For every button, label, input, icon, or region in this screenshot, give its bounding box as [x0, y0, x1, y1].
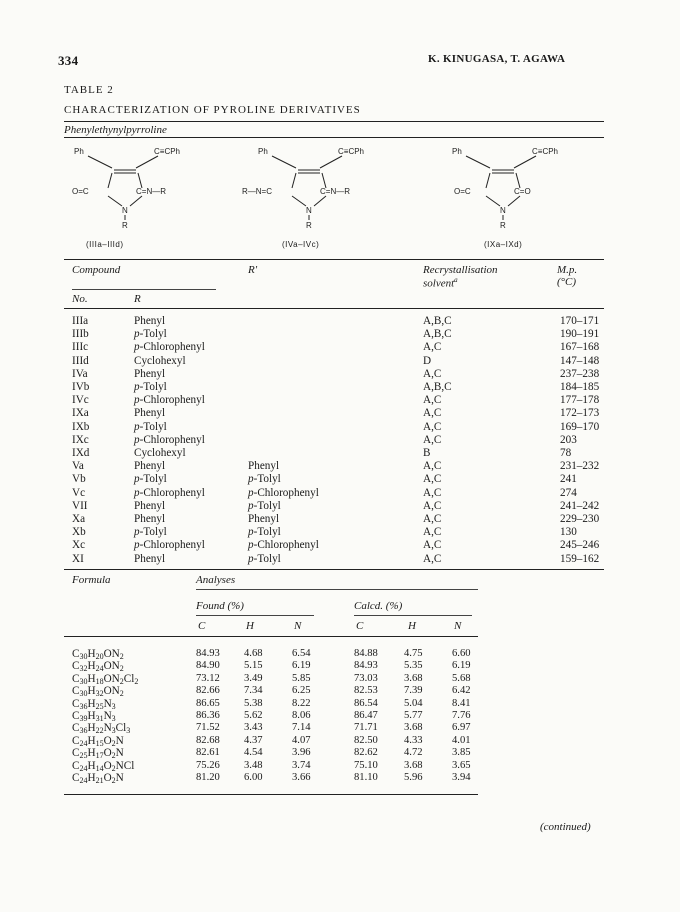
calcd-h: 3.68: [404, 672, 423, 684]
col-formula: Formula: [72, 574, 111, 586]
r-prime-value: Phenyl: [248, 460, 280, 473]
found-c: 84.90: [196, 660, 220, 672]
mp-value: 159–162: [560, 552, 600, 565]
calcd-n: 7.76: [452, 710, 471, 721]
solvent-value: A,C: [423, 486, 442, 499]
mp-value: 245–246: [560, 539, 600, 552]
mp-value: 229–230: [560, 513, 600, 525]
mp-value: 184–185: [560, 381, 600, 393]
formula: $C_{30}H_{20}ON_2$: [72, 648, 124, 661]
solvent-value: A,C: [423, 367, 442, 380]
running-head: K. KINUGASA, T. AGAWA: [428, 53, 566, 65]
col-r: R: [134, 293, 141, 305]
compound-no: Va: [72, 460, 84, 473]
caption-iiia-iiid: (IIIa–IIId): [86, 240, 124, 249]
caption-ixa-ixd: (IXa–IXd): [484, 240, 523, 249]
solvent-value: A,C: [423, 407, 442, 420]
solvent-value: A,C: [423, 433, 442, 446]
found-c: 86.65: [196, 697, 220, 709]
solvent-value: A,C: [423, 420, 442, 433]
r-value: p-Chlorophenyl: [134, 394, 205, 407]
solvent-value: A,B,C: [423, 381, 452, 393]
found-n: 6.25: [292, 685, 311, 697]
r-value: Phenyl: [134, 513, 166, 525]
structure-iiia-iiid: [70, 140, 210, 230]
mp-value: 170–171: [560, 315, 600, 327]
formula: $C_{39}H_{31}N_3$: [72, 710, 116, 723]
r-value: Phenyl: [134, 552, 166, 565]
calcd-h: 4.72: [404, 747, 423, 759]
col-r-prime: R': [248, 264, 258, 276]
found-h: 5.15: [244, 660, 263, 672]
s2-ph: Ph: [258, 147, 268, 156]
s2-n: N: [306, 206, 312, 215]
r-value: Phenyl: [134, 460, 166, 473]
solvent-value: A,C: [423, 473, 442, 486]
calcd-n: 6.60: [452, 648, 471, 659]
compound-no: IVb: [72, 381, 90, 393]
mp-value: 78: [560, 447, 572, 459]
r-value: p-Tolyl: [134, 381, 167, 393]
table-label: TABLE 2: [64, 84, 114, 96]
compound-no: IVc: [72, 394, 89, 407]
mp-value: 172–173: [560, 407, 600, 420]
mp-value: 237–238: [560, 367, 600, 380]
col-mp: M.p.: [557, 264, 578, 276]
compound-no: IIId: [72, 354, 89, 367]
s3-r: R: [500, 221, 506, 230]
col-calcd-h: H: [408, 620, 416, 632]
calcd-c: 82.50: [354, 734, 378, 746]
col-calcd: Calcd. (%): [354, 600, 403, 612]
r-value: p-Chlorophenyl: [134, 539, 205, 552]
found-n: 3.66: [292, 772, 311, 783]
found-h: 6.00: [244, 772, 263, 783]
mp-value: 169–170: [560, 420, 600, 433]
col-solvent-2: solvent$^a$: [423, 276, 458, 290]
calcd-h: 5.04: [404, 697, 423, 709]
mp-value: 190–191: [560, 328, 600, 341]
mp-value: 274: [560, 486, 577, 499]
found-h: 5.62: [244, 710, 263, 721]
calcd-h: 4.75: [404, 648, 423, 659]
compound-no: IVa: [72, 367, 88, 380]
r-value: Phenyl: [134, 315, 166, 327]
r-value: p-Tolyl: [134, 526, 167, 539]
solvent-value: A,B,C: [423, 328, 452, 341]
found-c: 82.66: [196, 685, 220, 697]
structures-heading: Phenylethynylpyrroline: [64, 124, 167, 136]
r-value: Phenyl: [134, 367, 166, 380]
calcd-c: 86.47: [354, 710, 378, 721]
calcd-n: 3.94: [452, 772, 471, 783]
found-n: 3.96: [292, 747, 311, 759]
compound-no: IXb: [72, 420, 90, 433]
mp-value: 231–232: [560, 460, 600, 473]
calcd-c: 71.71: [354, 722, 378, 734]
formula: $C_{30}H_{18}ON_2Cl_2$: [72, 672, 139, 686]
solvent-value: D: [423, 354, 432, 367]
r-prime-value: p-Tolyl: [248, 499, 281, 512]
calcd-h: 5.35: [404, 660, 423, 672]
s1-ph: Ph: [74, 147, 84, 156]
compound-no: IXc: [72, 433, 89, 446]
mp-value: 177–178: [560, 394, 600, 407]
r-prime-value: Phenyl: [248, 513, 280, 525]
calcd-c: 82.53: [354, 685, 378, 697]
formula: $C_{30}H_{32}ON_2$: [72, 685, 124, 699]
solvent-value: A,C: [423, 341, 442, 354]
formula: $C_{24}H_{15}O_2N$: [72, 734, 124, 748]
table-title: CHARACTERIZATION OF PYROLINE DERIVATIVES: [64, 104, 361, 116]
solvent-value: B: [423, 447, 431, 459]
r-value: Phenyl: [134, 407, 166, 420]
found-c: 81.20: [196, 772, 220, 783]
s1-n-r: C=N—R: [136, 187, 167, 196]
mp-value: 147–148: [560, 354, 600, 367]
calcd-h: 3.68: [404, 722, 423, 734]
found-c: 82.68: [196, 734, 220, 746]
solvent-value: A,C: [423, 460, 442, 473]
formula: $C_{24}H_{14}O_2NCl$: [72, 759, 135, 773]
col-mp-unit: (°C): [557, 276, 577, 288]
compound-no: IIIc: [72, 341, 89, 354]
found-n: 3.74: [292, 759, 311, 771]
mp-value: 241: [560, 473, 577, 486]
col-analyses: Analyses: [196, 574, 236, 586]
page-number: 334: [58, 53, 79, 68]
calcd-c: 82.62: [354, 747, 378, 759]
col-solvent: Recrystallisation: [423, 264, 498, 276]
found-c: 84.93: [196, 648, 220, 659]
compound-no: IXa: [72, 407, 89, 420]
found-h: 4.68: [244, 648, 263, 659]
continued-note: (continued): [540, 821, 591, 833]
found-n: 6.19: [292, 660, 311, 672]
r-value: Cyclohexyl: [134, 354, 186, 367]
s1-n: N: [122, 206, 128, 215]
found-c: 75.26: [196, 759, 220, 771]
found-n: 6.54: [292, 648, 311, 659]
compound-no: IIIa: [72, 315, 89, 327]
formula: $C_{36}H_{22}N_3Cl_3$: [72, 722, 131, 736]
compound-no: IXd: [72, 447, 90, 459]
formula: $C_{25}H_{17}O_2N$: [72, 747, 124, 761]
col-no: No.: [72, 293, 88, 305]
calcd-n: 8.41: [452, 697, 471, 709]
compound-no: XI: [72, 552, 84, 565]
found-h: 7.34: [244, 685, 263, 697]
col-found: Found (%): [196, 600, 244, 612]
solvent-value: A,C: [423, 552, 442, 565]
structure-iva-ivc: [240, 140, 390, 230]
found-h: 3.48: [244, 759, 263, 771]
s1-r: R: [122, 221, 128, 230]
compound-no: Xa: [72, 513, 86, 525]
calcd-h: 5.77: [404, 710, 423, 721]
mp-value: 241–242: [560, 499, 600, 512]
calcd-n: 5.68: [452, 672, 471, 684]
solvent-value: A,B,C: [423, 315, 452, 327]
formula: $C_{36}H_{25}N_3$: [72, 697, 116, 711]
calcd-h: 4.33: [404, 734, 423, 746]
compound-no: VII: [72, 499, 88, 512]
col-calcd-n: N: [454, 620, 462, 632]
found-c: 71.52: [196, 722, 220, 734]
formula: $C_{24}H_{21}O_2N$: [72, 772, 124, 785]
calcd-n: 6.19: [452, 660, 471, 672]
s3-ph: Ph: [452, 147, 462, 156]
calcd-c: 84.93: [354, 660, 378, 672]
calcd-n: 3.85: [452, 747, 471, 759]
found-c: 86.36: [196, 710, 220, 721]
compound-no: Vb: [72, 473, 86, 486]
s2-cecph: C≡CPh: [338, 147, 365, 156]
s3-n: N: [500, 206, 506, 215]
r-prime-value: p-Chlorophenyl: [248, 539, 319, 552]
col-compound: Compound: [72, 264, 121, 276]
found-n: 7.14: [292, 722, 311, 734]
calcd-n: 6.42: [452, 685, 471, 697]
found-n: 4.07: [292, 734, 311, 746]
r-value: p-Chlorophenyl: [134, 433, 205, 446]
found-h: 3.49: [244, 672, 263, 684]
caption-iva-ivc: (IVa–IVc): [282, 240, 320, 249]
found-n: 5.85: [292, 672, 311, 684]
s1-o: O=C: [72, 187, 89, 196]
compound-no: Xb: [72, 526, 86, 539]
calcd-h: 3.68: [404, 759, 423, 771]
calcd-c: 86.54: [354, 697, 378, 709]
calcd-h: 5.96: [404, 772, 423, 783]
r-value: p-Chlorophenyl: [134, 341, 205, 354]
calcd-n: 3.65: [452, 759, 471, 771]
s3-right: C=O: [514, 187, 531, 196]
solvent-value: A,C: [423, 499, 442, 512]
r-prime-value: p-Tolyl: [248, 473, 281, 486]
mp-value: 130: [560, 526, 577, 539]
calcd-c: 75.10: [354, 759, 378, 771]
col-found-h: H: [246, 620, 254, 632]
calcd-n: 6.97: [452, 722, 471, 734]
found-h: 5.38: [244, 697, 263, 709]
found-n: 8.06: [292, 710, 311, 721]
r-value: Cyclohexyl: [134, 447, 186, 459]
r-value: p-Tolyl: [134, 420, 167, 433]
r-value: p-Chlorophenyl: [134, 486, 205, 499]
solvent-value: A,C: [423, 394, 442, 407]
col-found-n: N: [294, 620, 302, 632]
compound-no: Vc: [72, 486, 86, 499]
col-calcd-c: C: [356, 620, 364, 632]
found-h: 4.37: [244, 734, 263, 746]
mp-value: 203: [560, 433, 577, 446]
found-n: 8.22: [292, 697, 311, 709]
r-value: p-Tolyl: [134, 328, 167, 341]
s2-r: R: [306, 221, 312, 230]
r-value: Phenyl: [134, 499, 166, 512]
solvent-value: A,C: [423, 526, 442, 539]
s3-left: O=C: [454, 187, 471, 196]
solvent-value: A,C: [423, 539, 442, 552]
structure-ixa-ixd: [448, 140, 588, 230]
formula: $C_{32}H_{24}ON_2$: [72, 660, 124, 674]
solvent-value: A,C: [423, 513, 442, 525]
r-prime-value: p-Chlorophenyl: [248, 486, 319, 499]
r-value: p-Tolyl: [134, 473, 167, 486]
r-prime-value: p-Tolyl: [248, 552, 281, 565]
compound-no: IIIb: [72, 328, 89, 341]
s1-cecph: C≡CPh: [154, 147, 181, 156]
compound-no: Xc: [72, 539, 86, 552]
calcd-h: 7.39: [404, 685, 423, 697]
found-c: 82.61: [196, 747, 220, 759]
calcd-c: 81.10: [354, 772, 378, 783]
found-c: 73.12: [196, 672, 220, 684]
s3-cecph: C≡CPh: [532, 147, 559, 156]
s2-left: R—N=C: [242, 187, 273, 196]
calcd-n: 4.01: [452, 734, 471, 746]
found-h: 3.43: [244, 722, 263, 734]
found-h: 4.54: [244, 747, 263, 759]
calcd-c: 73.03: [354, 672, 378, 684]
r-prime-value: p-Tolyl: [248, 526, 281, 539]
mp-value: 167–168: [560, 341, 600, 354]
col-found-c: C: [198, 620, 206, 632]
calcd-c: 84.88: [354, 648, 378, 659]
s2-right: C=N—R: [320, 187, 351, 196]
